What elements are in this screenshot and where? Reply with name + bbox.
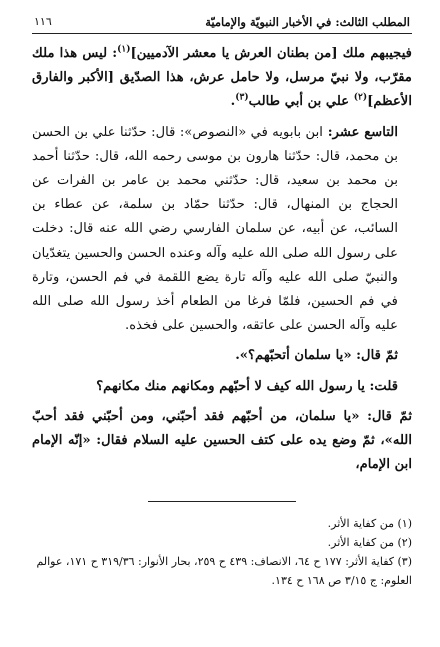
page-body — [32, 42, 412, 477]
footnote-2: (٢) من كفاية الأثر. — [327, 536, 412, 550]
p1-rest: : ليس هذا ملك مقرّب، ولا نبيّ مرسل، ولا حامل عرش، هذا الصدّيق [الأكبر والفارق الأعظم] — [32, 46, 412, 110]
page-number: ١١٦ — [34, 15, 52, 28]
p2-text: ابن بابويه في «النصوص»: قال: حدّثنا علي بن الحسن بن محمد، قال: حدّثنا هارون بن موسى رحمه الله، قال: حدّثنا أحمد بن محمد بن سعيد، قال: حدّثني محمد بن عامر بن الفرات عن الحجاج بن المنهال، قال: حدّثنا حمّاد بن سلمة، عن عطاء بن السائب، عن أبيه، عن سلمان الفارسي رضي الله عنه قال: دخلت على رسول الله صلى الله عليه وآله وعنده الحسن والحسين يتغدّيان والنبيّ صلى الله عليه وآله تارة يضع اللقمة في فم الحسن، وتارة في فم الحسين، فلمّا فرغا من الطعام أخذ رسول الله صلى الله عليه وآله الحسن على عاتقه، والحسين على فخذه. — [32, 124, 398, 334]
p2-lead: التاسع عشر: — [322, 124, 398, 140]
paragraph-1 — [32, 42, 412, 115]
p1-text: فيجيبهم ملك [من بطنان العرش يا معشر الآدميين] — [130, 46, 412, 61]
header-rule — [32, 33, 412, 34]
p1-rest2: علي بن أبي طالب — [248, 94, 354, 110]
page-header — [32, 14, 412, 33]
p1-tail: . — [230, 94, 236, 110]
paragraph-4: قلت: يا رسول الله كيف لا أحبّهم ومكانهم منك مكانهم؟ — [96, 378, 398, 394]
paragraph-3: ثمّ قال: «يا سلمان أتحبّهم؟». — [235, 348, 398, 364]
footnote-ref-1[interactable]: (١) — [117, 44, 131, 55]
footnote-ref-3[interactable]: (٣) — [235, 93, 249, 104]
footnote-3: (٣) كفاية الأثر: ١٧٧ ح ٦٤، الانصاف: ٤٣٩ ح ٢٥٩، بحار الأنوار: ٣١٩/٣٦ ح ١٧١، عوالم العلوم: ج ٣/١٥ ص ١٦٨ ح ١٣٤. — [36, 555, 412, 588]
footnote-ref-2[interactable]: (٢) — [353, 93, 368, 104]
paragraph-5: ثمّ قال: «يا سلمان، من أحبّهم فقد أحبّني، ومن أحبّني فقد أحبّ الله»، ثمّ وضع يده على كتف الحسين عليه السلام فقال: «إنّه الإمام ابن الإمام، — [32, 408, 412, 473]
footnote-separator — [148, 501, 296, 502]
paragraph-2 — [32, 121, 412, 339]
footnotes — [32, 514, 412, 590]
running-title: المطلب الثالث: في الأخبار النبويّة والإماميّة — [205, 15, 410, 29]
footnote-1: (١) من كفاية الأثر. — [327, 517, 412, 531]
